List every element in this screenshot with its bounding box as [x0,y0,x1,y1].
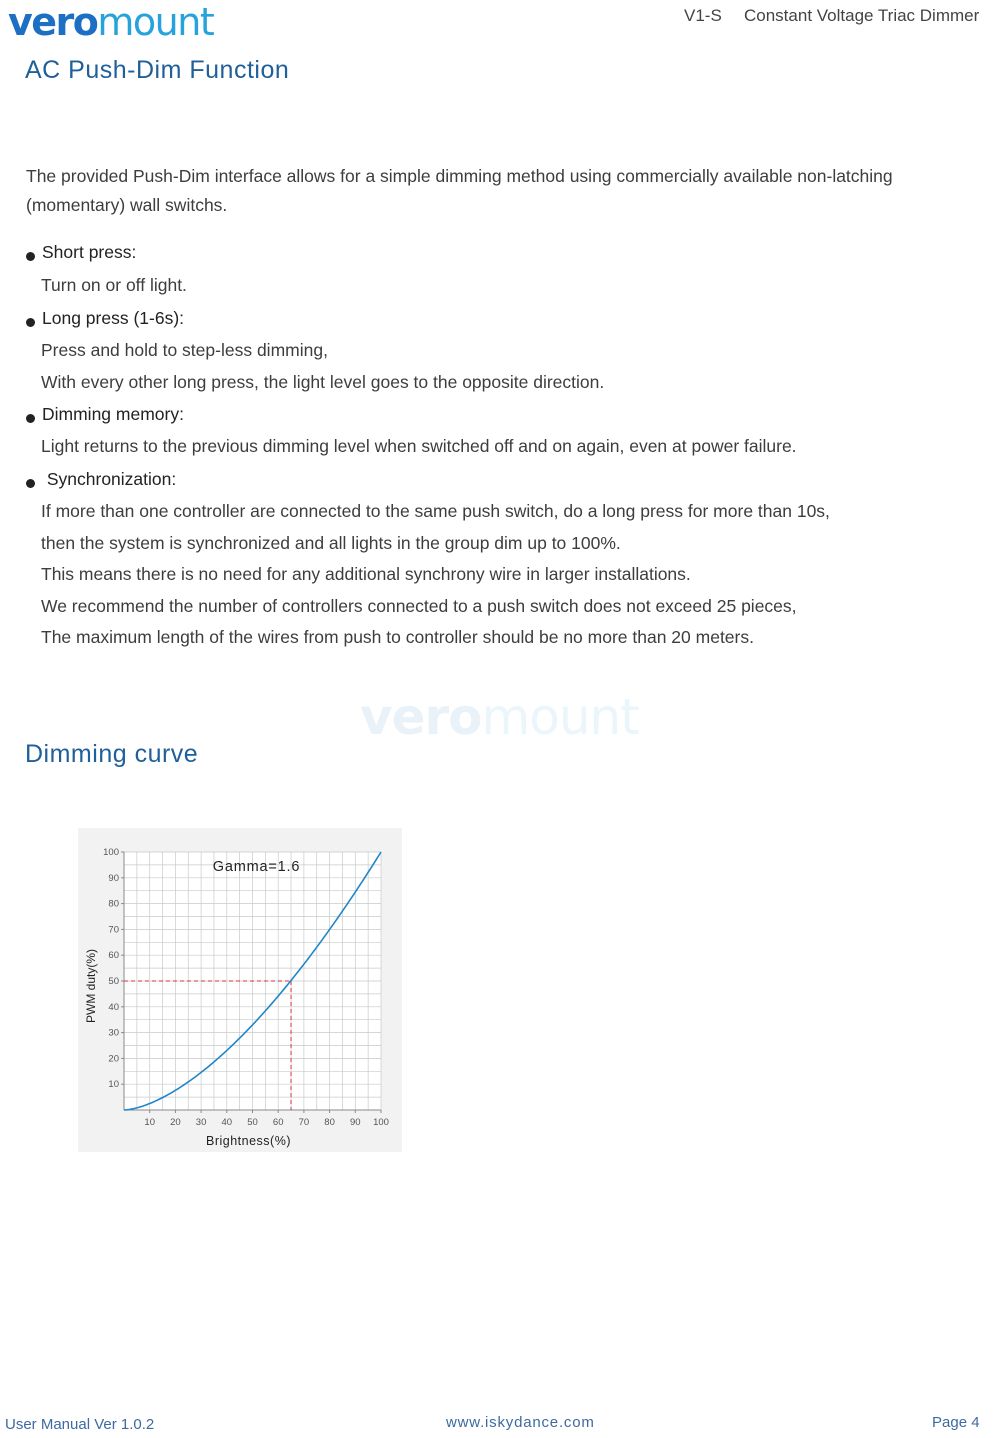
dimming-curve-chart [78,828,402,1152]
y-tick-label: 100 [103,847,119,858]
bullet-title: Dimming memory: [42,404,184,424]
bullet-title: Short press: [42,242,137,262]
y-tick-label: 50 [108,976,119,987]
bullet-text: With every other long press, the light level goes to the opposite direction. [41,372,605,392]
x-tick-label: 30 [195,1117,207,1128]
section-title-push-dim: AC Push-Dim Function [25,56,290,84]
x-tick-label: 70 [298,1117,310,1128]
bullet-text: We recommend the number of controllers connected to a push switch does not exceed 25 pieces, [41,596,797,616]
header-description: Constant Voltage Triac Dimmer [744,6,980,25]
x-axis-label: Brightness(%) [206,1134,291,1148]
x-tick-label: 40 [221,1117,233,1128]
y-tick-label: 70 [108,924,119,936]
x-tick-label: 60 [272,1117,284,1128]
bullet-text: The maximum length of the wires from push to controller should be no more than 20 meters. [41,627,754,647]
bullet-text: Light returns to the previous dimming level when switched off and on again, even at power failure. [41,436,797,456]
bullet-dot-icon [26,479,35,488]
intro-line-2: (momentary) wall switchs. [26,195,228,215]
bullet-title: Synchronization: [42,469,177,489]
watermark-logo [360,688,639,746]
y-tick-label: 30 [108,1027,119,1039]
x-tick-label: 20 [170,1117,181,1128]
y-tick-label: 90 [108,872,119,884]
footer-manual-version: User Manual Ver 1.0.2 [5,1416,155,1433]
bullet-text: If more than one controller are connected to the same push switch, do a long press for more than 10s, [41,501,830,521]
y-tick-label: 10 [108,1079,119,1091]
x-tick-label: 90 [350,1117,361,1128]
footer-website-link[interactable]: www.iskydance.com [446,1414,595,1431]
chart-title: Gamma=1.6 [212,859,301,875]
bullet-text: Press and hold to step-less dimming, [41,340,328,360]
footer-page-number: Page 4 [932,1414,980,1431]
header-model: V1-S [684,6,722,25]
x-tick-label: 10 [144,1117,155,1128]
x-tick-label: 50 [247,1117,258,1128]
y-axis-label: PWM duty(%) [84,948,98,1024]
y-tick-label: 20 [108,1053,119,1065]
bullet-dot-icon [26,252,35,261]
watermark-text-vero: vero [360,688,482,746]
chart-svg [78,828,402,1152]
y-tick-label: 80 [108,898,119,910]
x-tick-label: 80 [324,1117,335,1128]
bullet-dot-icon [26,318,35,327]
intro-line-1: The provided Push-Dim interface allows for a simple dimming method using commercially available non-latching [26,166,893,186]
y-tick-label: 60 [108,950,119,962]
intro-paragraph [26,162,926,220]
brand-logo [8,2,213,42]
bullet-text: Turn on or off light. [41,275,187,295]
logo-text-vero: vero [8,0,98,44]
y-tick-label: 40 [108,1001,119,1013]
bullet-dot-icon [26,414,35,423]
bullet-text: then the system is synchronized and all lights in the group dim up to 100%. [41,533,621,553]
section-title-dimming-curve: Dimming curve [25,740,199,768]
x-tick-label: 100 [373,1117,389,1128]
logo-text-mount: mount [97,0,214,44]
bullet-title: Long press (1-6s): [42,308,185,328]
bullet-text: This means there is no need for any additional synchrony wire in larger installations. [41,564,691,584]
watermark-text-mount: mount [481,688,639,746]
